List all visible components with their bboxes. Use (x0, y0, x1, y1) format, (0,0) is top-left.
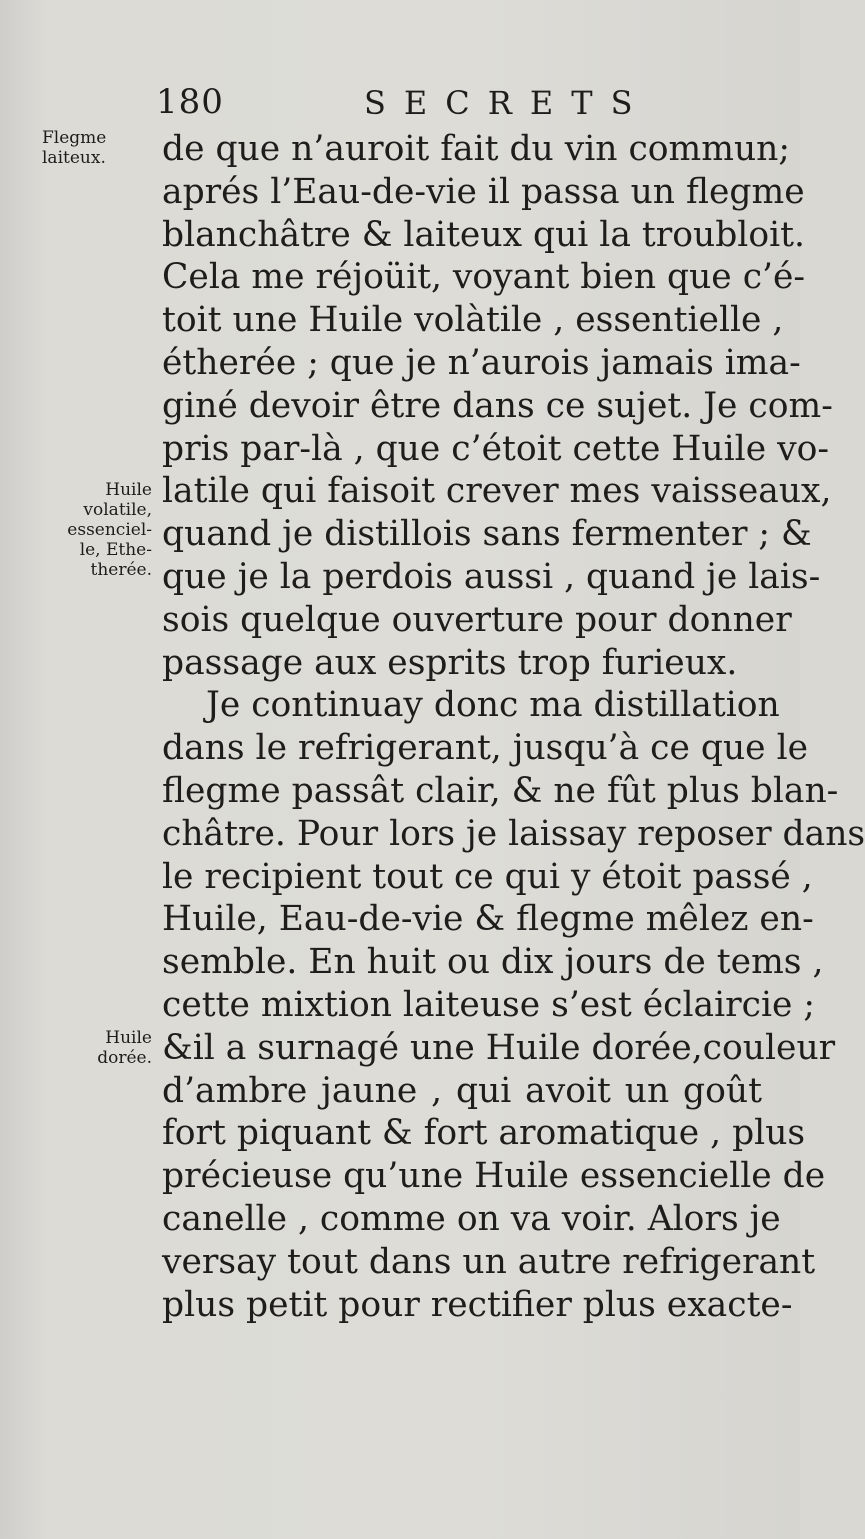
text-line: latile qui faisoit crever mes vaisseaux, (162, 471, 832, 512)
text-line: fort piquant & fort aromatique , plus (162, 1113, 806, 1154)
text-line: cette mixtion laiteuse s’est éclaircie ; (162, 984, 815, 1025)
text-line: étherée ; que je n’aurois jamais ima- (162, 342, 801, 383)
margin-note-line: Huile (105, 480, 152, 500)
text-line: flegme passât clair, & ne fût plus blan- (162, 770, 839, 811)
text-line: semble. En huit ou dix jours de tems , (162, 942, 824, 983)
text-line: sois quelque ouverture pour donner (162, 599, 792, 640)
margin-note-huile-doree (42, 1028, 152, 1068)
margin-note-line: dorée. (97, 1048, 152, 1068)
text-line: blanchâtre & laiteux qui la troubloit. (162, 214, 805, 255)
text-line: canelle , comme on va voir. Alors je (162, 1198, 781, 1239)
text-line: que je la perdois aussi , quand je lais- (162, 556, 821, 597)
text-line: aprés l’Eau-de-vie il passa un flegme (162, 171, 805, 212)
margin-note-line: Huile (105, 1028, 152, 1048)
page-header (150, 82, 770, 122)
text-line: giné devoir être dans ce sujet. Je com- (162, 385, 833, 426)
text-line: châtre. Pour lors je laissay reposer dans (162, 813, 865, 854)
text-line: Huile, Eau-de-vie & flegme mêlez en- (162, 899, 814, 940)
margin-note-flegme (42, 128, 152, 168)
margin-note-line: Flegme (42, 128, 107, 148)
margin-note-line: essenciel- (67, 520, 152, 540)
body-text (162, 128, 865, 1326)
text-line: versay tout dans un autre refrigerant (162, 1241, 816, 1282)
text-line: plus petit pour rectifier plus exacte- (162, 1284, 793, 1325)
text-line: Je continuay donc ma distillation (206, 685, 780, 726)
text-line: de que n’auroit fait du vin commun; (162, 129, 791, 169)
text-line: quand je distillois sans fermenter ; & (162, 514, 812, 555)
text-line: précieuse qu’une Huile essencielle de (162, 1156, 826, 1197)
text-line: toit une Huile volàtile , essentielle , (162, 300, 784, 341)
margin-note-huile-volatile (42, 480, 152, 580)
text-line: passage aux esprits trop furieux. (162, 642, 738, 683)
text-line: &il a surnagé une Huile dorée,couleur (162, 1027, 836, 1068)
page-number: 180 (156, 82, 224, 122)
margin-note-line: volatile, (83, 500, 152, 520)
text-line: le recipient tout ce qui y étoit passé , (162, 856, 813, 897)
margin-note-line: therée. (90, 560, 152, 580)
margin-note-line: laiteux. (42, 148, 106, 168)
text-line: d’ambre jaune , qui avoit un goût (162, 1070, 762, 1111)
running-head: SECRETS (364, 84, 651, 122)
text-line: dans le refrigerant, jusqu’à ce que le (162, 728, 809, 769)
text-line: Cela me réjoüit, voyant bien que c’é- (162, 257, 806, 298)
margin-note-line: le, Ethe- (79, 540, 152, 560)
text-line: pris par-là , que c’étoit cette Huile vo- (162, 428, 830, 469)
